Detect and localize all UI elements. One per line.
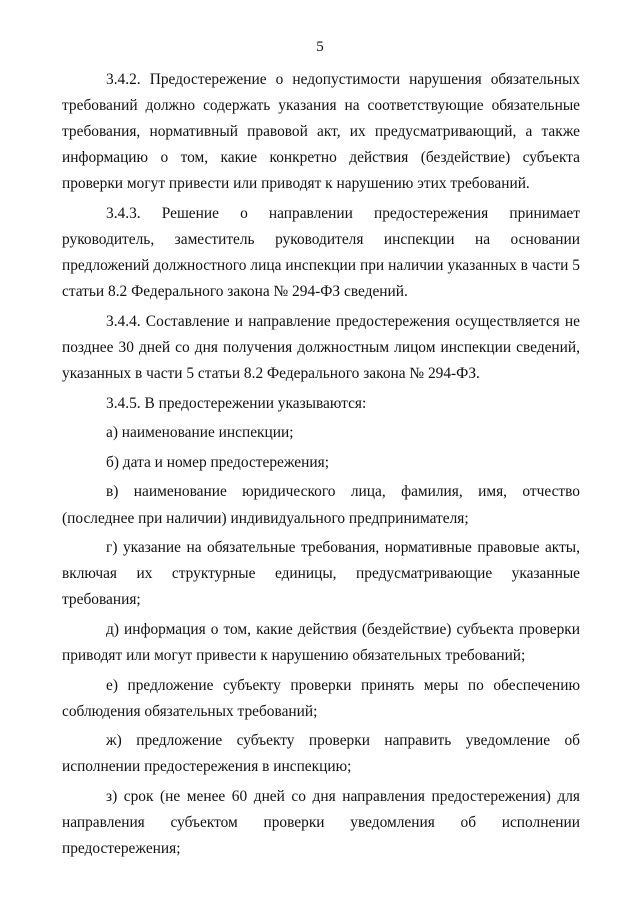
page-number: 5 <box>316 39 324 55</box>
list-item-zh: ж) предложение субъекту проверки направить уведомление об исполнении предостережения в инспекцию; <box>62 732 580 776</box>
list-item-a: а) наименование инспекции; <box>106 424 294 442</box>
list-item-e: е) предложение субъекту проверки принять меры по обеспечению соблюдения обязательных требований; <box>62 676 580 720</box>
list-item-z: з) срок (не менее 60 дней со дня направления предостережения) для направления субъектом проверки уведомления об исполнении предостережения; <box>62 787 580 858</box>
list-item-v: в) наименование юридического лица, фамилия, имя, отчество (последнее при наличии) индивидуального предпринимателя; <box>62 483 580 527</box>
paragraph-3-4-2: 3.4.2. Предостережение о недопустимости нарушения обязательных требований должно содержать указания на соответствующие обязательные требования, нормативный правовой акт, их предусматривающий, а также информацию о том, какие конкретно действия (бездействие) субъекта проверки могут привести или приводят к нарушению этих требований. <box>62 71 580 193</box>
list-item-g: г) указание на обязательные требования, нормативные правовые акты, включая их структурные единицы, предусматривающие указанные требования; <box>62 539 580 609</box>
paragraph-3-4-4: 3.4.4. Составление и направление предостережения осуществляется не позднее 30 дней со дня получения должностным лицом инспекции сведений, указанных в части 5 статьи 8.2 Федерального закона № 294-ФЗ. <box>62 312 580 383</box>
list-item-d: д) информация о том, какие действия (бездействие) субъекта проверки приводят или могут привести к нарушению обязательных требований; <box>62 620 580 664</box>
list-item-b: б) дата и номер предостережения; <box>106 453 329 471</box>
paragraph-3-4-5: 3.4.5. В предостережении указываются: <box>106 394 367 412</box>
document-body <box>62 67 580 866</box>
paragraph-3-4-3: 3.4.3. Решение о направлении предостережения принимает руководитель, заместитель руководителя инспекции на основании предложений должностного лица инспекции при наличии указанных в части 5 статьи 8.2 Федерального закона № 294-ФЗ сведений. <box>62 204 580 301</box>
